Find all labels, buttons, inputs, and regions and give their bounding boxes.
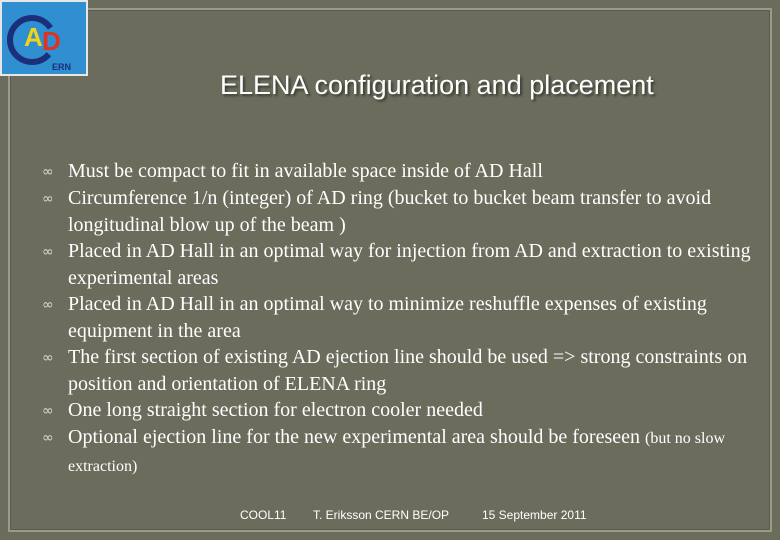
bullet-note: (but no slow extraction) [68, 430, 725, 475]
bullet-icon: ∞ [42, 164, 54, 180]
bullet-icon: ∞ [42, 350, 54, 366]
bullet-text: One long straight section for electron cooler needed [68, 399, 483, 421]
bullet-icon: ∞ [42, 403, 54, 419]
bullet-item [42, 424, 762, 480]
bullet-icon: ∞ [42, 297, 54, 313]
bullet-item [42, 158, 762, 185]
footer-author: T. Eriksson CERN BE/OP [313, 508, 450, 522]
bullet-item [42, 397, 762, 424]
logo-letters-ern: ERN [52, 62, 72, 72]
logo [0, 0, 88, 76]
bullet-text: Optional ejection line for the new experimental area should be foreseen [68, 426, 640, 448]
bullet-text: Circumference 1/n (integer) of AD ring (bucket to bucket beam transfer to avoid longitudinal blow up of the beam ) [68, 187, 712, 236]
footer-event: COOL11 [240, 508, 287, 522]
bullet-text: Must be compact to fit in available space inside of AD Hall [68, 160, 543, 182]
bullet-list [42, 158, 762, 480]
bullet-text: Placed in AD Hall in an optimal way to minimize reshuffle expenses of existing equipment in the area [68, 293, 707, 342]
footer-date: 15 September 2011 [482, 508, 587, 522]
bullet-text: Placed in AD Hall in an optimal way for injection from AD and extraction to existing experimental areas [68, 240, 751, 289]
bullet-item [42, 344, 762, 397]
bullet-item [42, 291, 762, 344]
bullet-item [42, 185, 762, 238]
bullet-item [42, 238, 762, 291]
bullet-icon: ∞ [42, 244, 54, 260]
bullet-text: The first section of existing AD ejection line should be used => strong constraints on position and orientation of ELENA ring [68, 346, 748, 395]
logo-letter-d: D [42, 26, 61, 56]
bullet-icon: ∞ [42, 191, 54, 207]
logo-letter-a: A [24, 22, 43, 52]
bullet-icon: ∞ [42, 430, 54, 446]
slide-title: ELENA configuration and placement [220, 70, 654, 100]
